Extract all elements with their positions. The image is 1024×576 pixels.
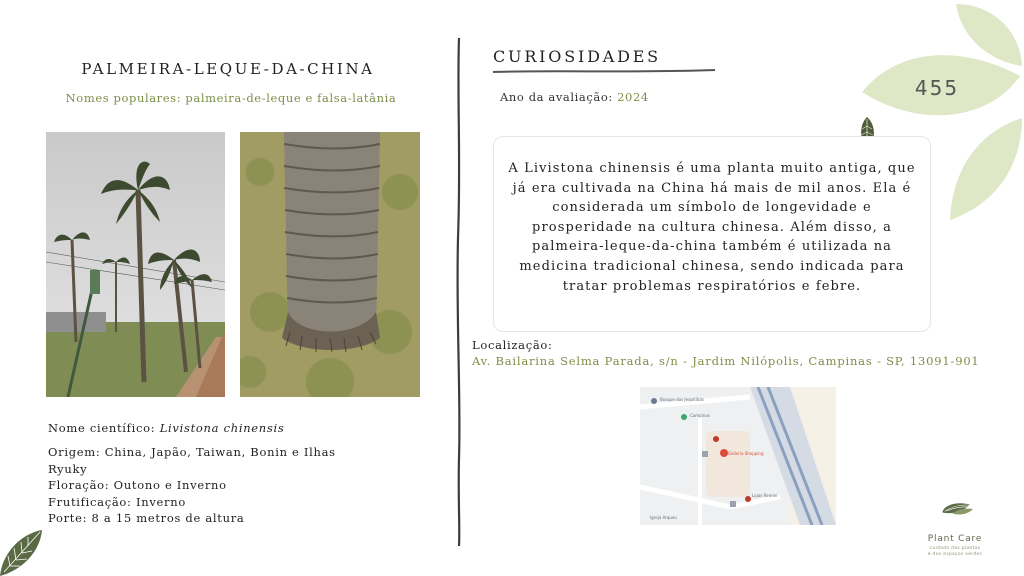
evaluation-year: Ano da avaliação: 2024 xyxy=(500,90,649,104)
svg-text:Lojas Renner: Lojas Renner xyxy=(752,493,778,498)
location-map xyxy=(640,387,836,525)
palm-trees-photo xyxy=(46,132,225,397)
flowering-text: Floração: Outono e Inverno xyxy=(48,478,227,492)
brand-tagline: cuidado das plantas e dos espaços verdes xyxy=(927,546,983,557)
column-divider xyxy=(454,38,464,546)
popular-names: Nomes populares: palmeira-de-leque e falsa-latânia xyxy=(65,91,397,105)
svg-text:Galleria Shopping: Galleria Shopping xyxy=(728,451,764,456)
svg-text:Igreja Arqueu: Igreja Arqueu xyxy=(650,515,677,520)
fruiting-text: Frutificação: Inverno xyxy=(48,494,186,509)
origin-text: Origem: China, Japão, Taiwan, Bonin e Ilhas Ryuky xyxy=(48,445,336,476)
scientific-name: Nome científico: Livistona chinensis xyxy=(48,421,285,435)
plant-care-logo-icon xyxy=(920,500,992,534)
palm-leaf-icon xyxy=(0,526,44,576)
svg-text:Campinas: Campinas xyxy=(690,413,710,418)
svg-text:Bosque dos Jequitibás: Bosque dos Jequitibás xyxy=(660,397,705,402)
location-label: Localização: xyxy=(472,338,553,352)
title-underline xyxy=(493,67,715,75)
plant-title: PALMEIRA-LEQUE-DA-CHINA xyxy=(81,60,375,78)
brand-name: Plant Care xyxy=(927,534,983,544)
curiosity-box: A Livistona chinensis é uma planta muito antiga, que já era cultivada na China há mais de mil anos. Ela é considerada um símbolo de longevidade e prosperidade na cultura chinesa. Além disso, a palmeira-leque-da-china também é utilizada na medicina tradicional chinesa, sendo indicada para tratar problemas respiratórios e febre. xyxy=(493,136,931,332)
map-pin-icon xyxy=(720,449,728,457)
palm-trunk-photo xyxy=(240,132,420,397)
curiosities-title: CURIOSIDADES xyxy=(493,47,661,66)
location-address: Av. Bailarina Selma Parada, s/n - Jardim Nilópolis, Campinas - SP, 13091-901 xyxy=(472,354,980,368)
size-text: Porte: 8 a 15 metros de altura xyxy=(48,511,245,525)
page-number: 455 xyxy=(914,76,960,100)
plant-details xyxy=(48,444,378,527)
